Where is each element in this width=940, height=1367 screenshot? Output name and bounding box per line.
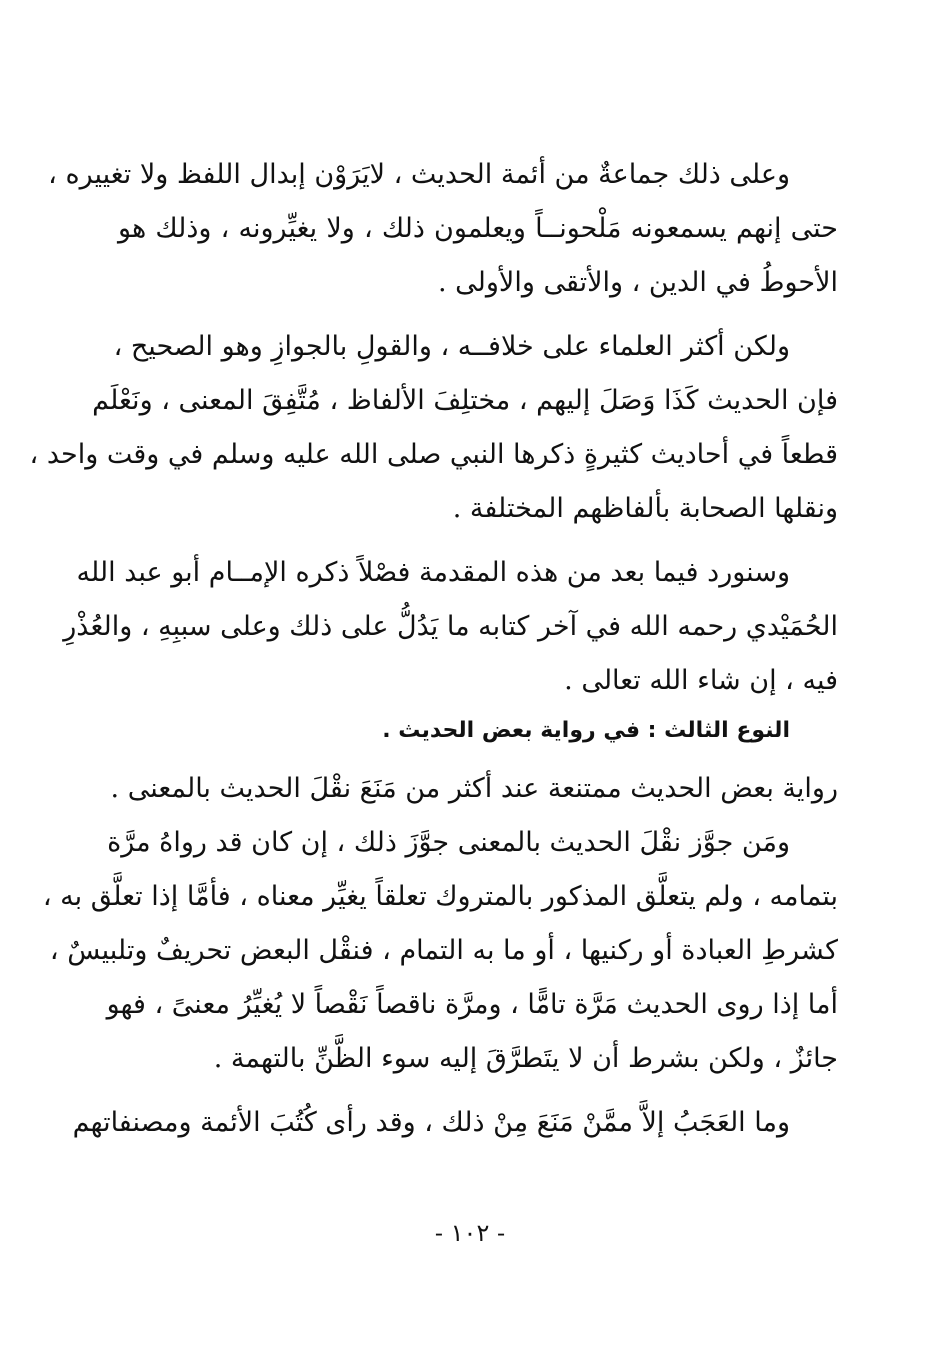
text-line: وسنورد فيما بعد من هذه المقدمة فصْلاً ذكره الإمــام أبو عبد الله [76,557,790,588]
page-body [29,148,838,1150]
text-line: وعلى ذلك جماعةٌ من أئمة الحديث ، لايَرَوْن إبدال اللفظ ولا تغييره ، [48,159,790,190]
text-line: رواية بعض الحديث ممتنعة عند أكثر من مَنَعَ نقْلَ الحديث بالمعنى . [110,773,838,804]
text-line: بتمامه ، ولم يتعلَّق المذكور بالمتروك تعلقاً يغيِّر معناه ، فأمَّا إذا تعلَّق به ، [42,881,838,912]
text-line: أما إذا روى الحديث مَرَّة تامًّا ، ومرَّة ناقصاً نَقْصاً لا يُغيِّرُ معنىً ، فهو [106,989,838,1020]
text-line: حتى إنهم يسمعونه مَلْحونــاً ويعلمون ذلك ، ولا يغيِّرونه ، وذلك هو [118,213,838,244]
text-line: الحُمَيْدي رحمه الله في آخر كتابه ما يَدُلُّ على ذلك وعلى سببِهِ ، والعُذْرِ [63,611,838,642]
paragraph-6 [72,1096,838,1150]
text-line: ونقلها الصحابة بألفاظهم المختلفة . [452,493,838,524]
paragraph-1 [48,148,838,310]
text-line: كشرطِ العبادة أو ركنيها ، أو ما به التمام ، فنقْل البعض تحريفٌ وتلبيسٌ ، [49,935,838,966]
text-line: الأحوطُ في الدين ، والأتقى والأولى . [437,267,838,298]
paragraph-3 [63,546,838,708]
text-line: فيه ، إن شاء الله تعالى . [564,665,838,696]
paragraph-2 [29,320,838,536]
page-number: - ١٠٢ - [434,1219,506,1247]
paragraph-4 [110,762,838,816]
text-line: جائزٌ ، ولكن بشرط أن لا يتَطرَّقَ إليه سوء الظَّنِّ بالتهمة . [213,1043,838,1074]
text-line: ومَن جوَّز نقْلَ الحديث بالمعنى جوَّزَ ذلك ، إن كان قد رواهُ مرَّة [107,827,790,858]
text-line: قطعاً في أحاديث كثيرةٍ ذكرها النبي صلى الله عليه وسلم في وقت واحد ، [29,439,838,470]
section-heading: النوع الثالث : في رواية بعض الحديث . [382,718,790,743]
text-line: ولكن أكثر العلماء على خلافــه ، والقولِ بالجوازِ وهو الصحيح ، [113,331,790,362]
text-line: وما العَجَبُ إلاَّ ممَّنْ مَنَعَ مِنْ ذلك ، وقد رأى كُتُبَ الأئمة ومصنفاتهم [72,1107,790,1138]
text-line: فإن الحديث كَذَا وَصَلَ إليهم ، مختلِفَ الألفاظ ، مُتَّفِقَ المعنى ، ونَعْلَم [92,385,838,416]
paragraph-5 [42,816,838,1086]
